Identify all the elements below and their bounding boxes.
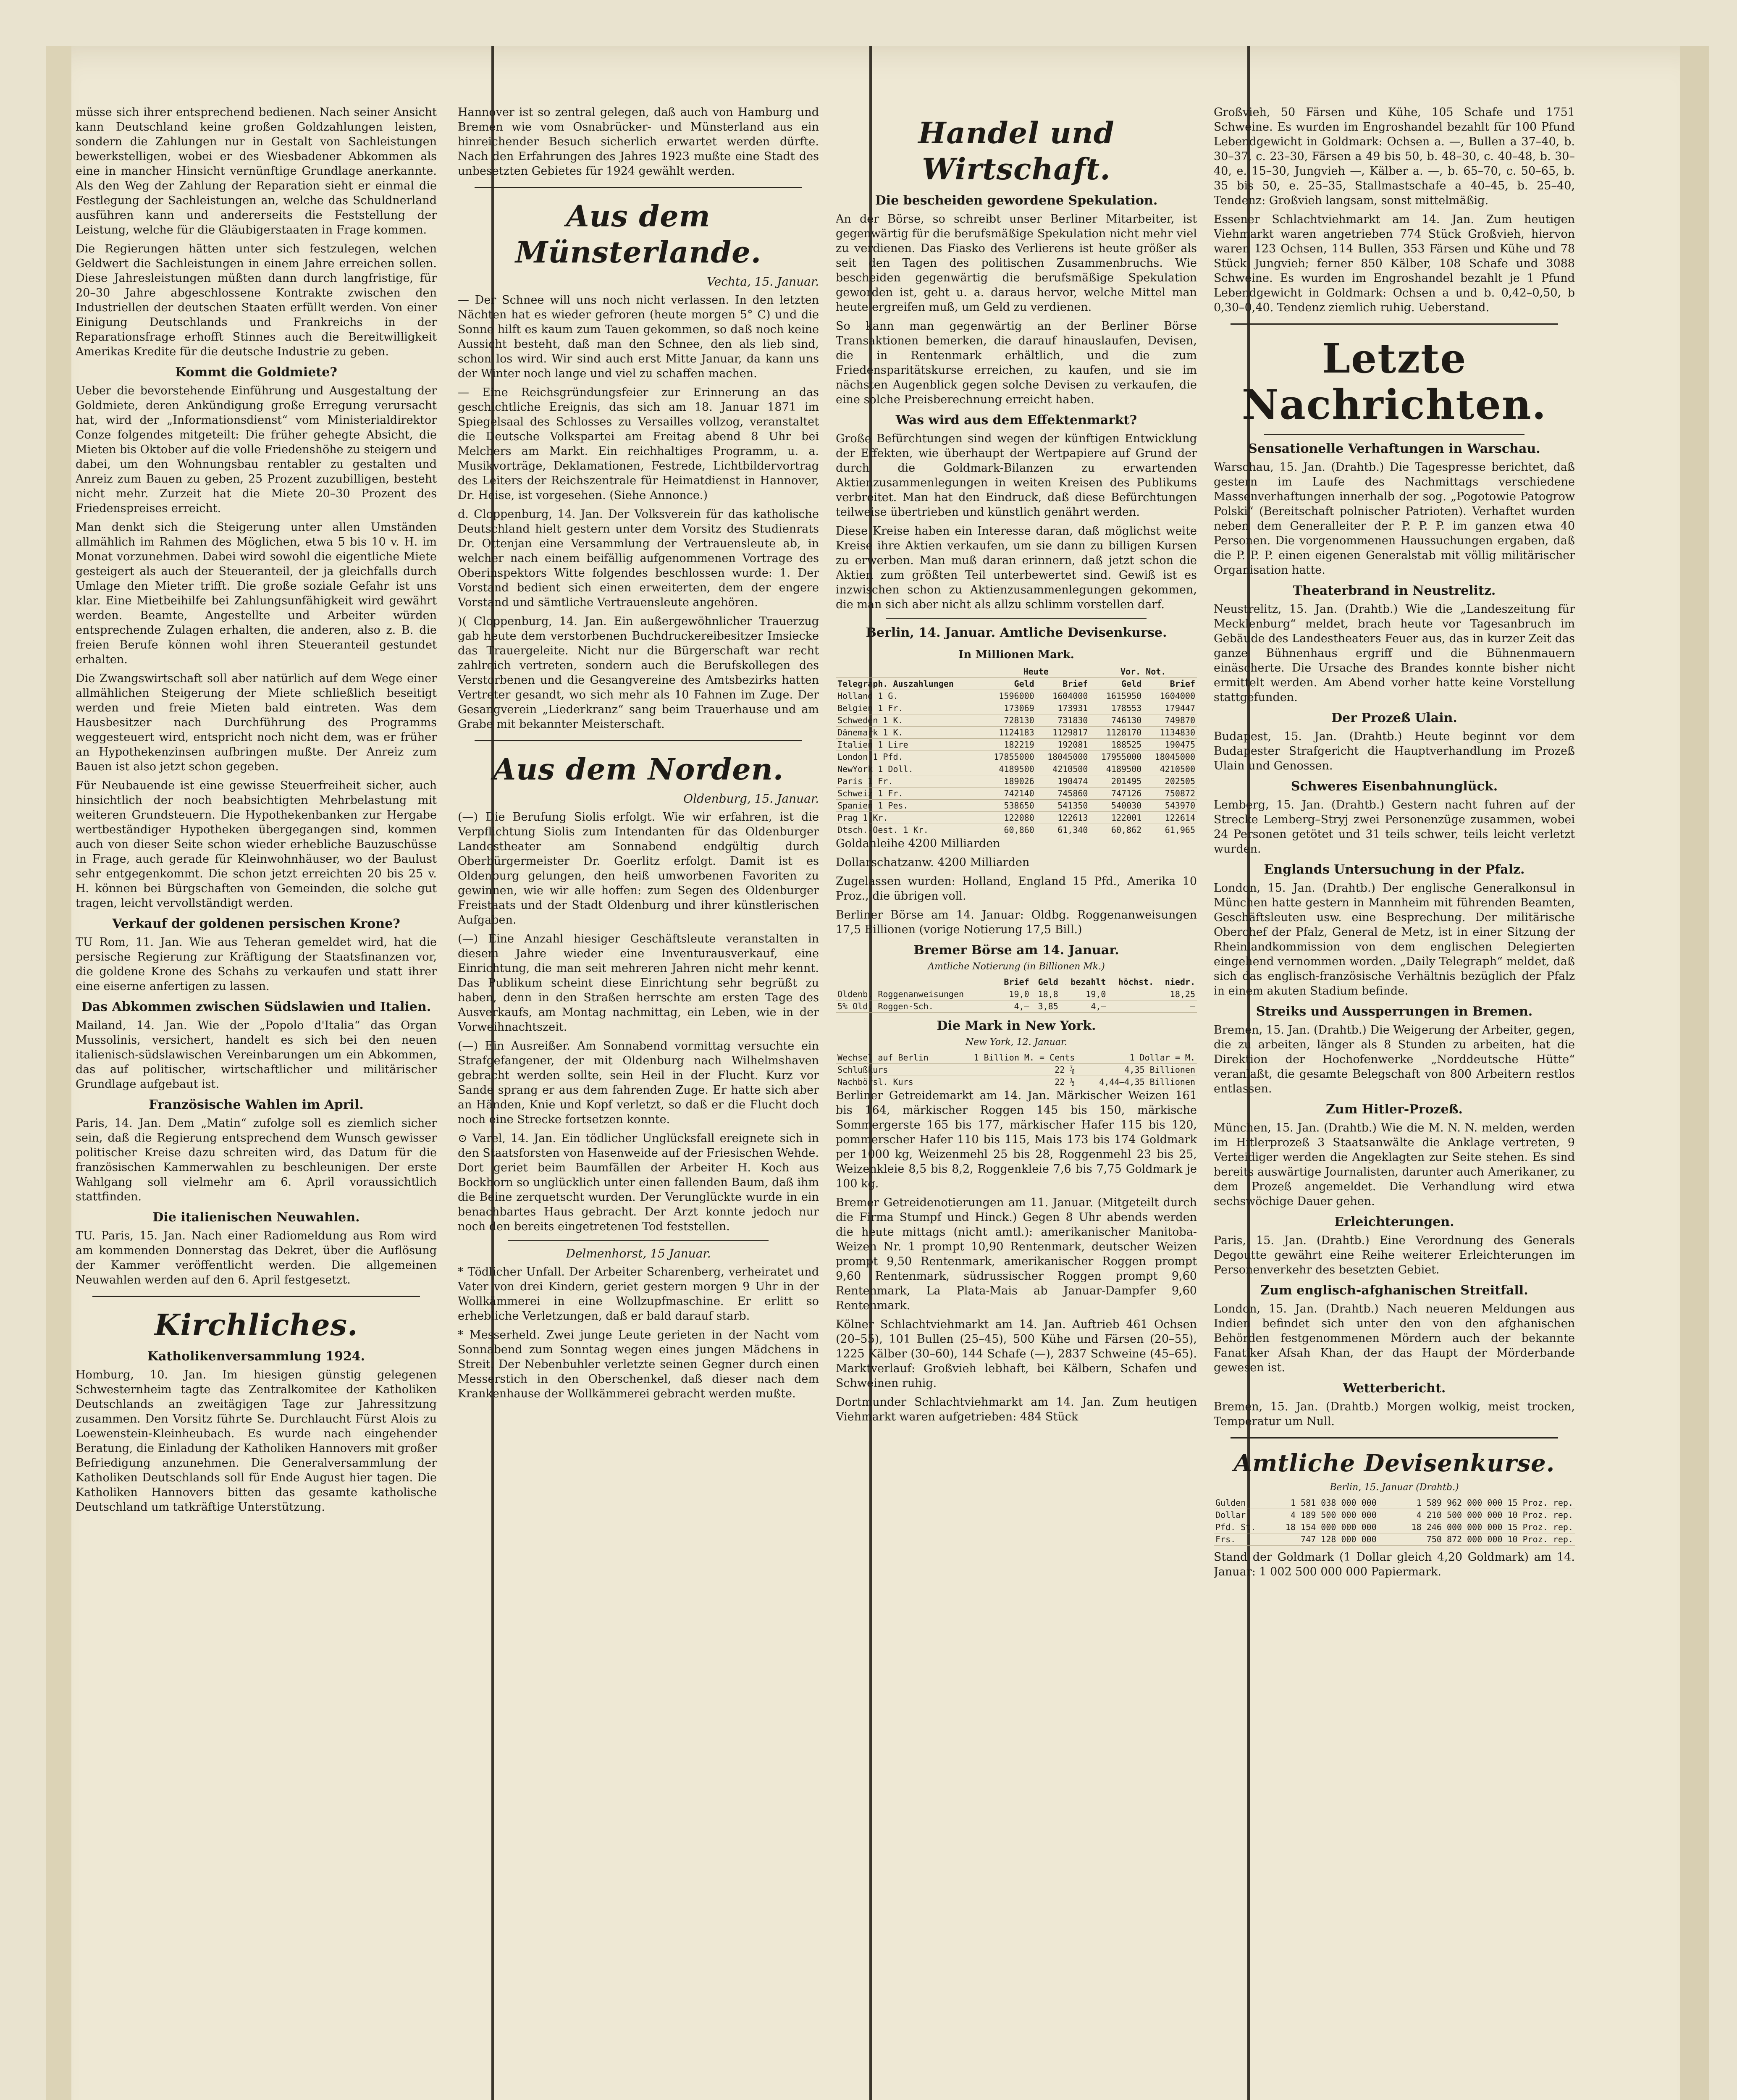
headline-effektenmarkt: Was wird aus dem Effektenmarkt? xyxy=(895,413,1137,428)
headline-england-pfalz: Englands Untersuchung in der Pfalz. xyxy=(1264,862,1525,877)
table-cell: 18 246 000 000 000 15 Proz. rep. xyxy=(1378,1521,1575,1533)
bremen-table xyxy=(836,976,1197,1013)
table-cell: 202505 xyxy=(1143,775,1197,788)
mark-table xyxy=(836,1052,1197,1088)
table-cell: Holland 1 G. xyxy=(836,690,982,702)
table-row xyxy=(836,1000,1197,1013)
devisen-subtitle: In Millionen Mark. xyxy=(958,648,1074,661)
table-cell: Dänemark 1 K. xyxy=(836,727,982,739)
table-cell: 750 872 000 000 10 Proz. rep. xyxy=(1378,1533,1575,1546)
section-rule xyxy=(1231,1437,1558,1438)
boerse-note: Berliner Börse am 14. Januar: Oldbg. Roggenanweisungen 17,5 Billionen (vorige Notierung 17,5 Bill.) xyxy=(836,908,1197,936)
table-cell: 18045000 xyxy=(1143,751,1197,763)
table-header-row xyxy=(836,976,1197,988)
article-paragraph: Paris, 14. Jan. Dem „Matin“ zufolge soll es ziemlich sicher sein, daß die Regierung entsprechend dem Wunsch gewisser politischer Kreise dazu schreiten wird, das Datum für die französischen Kammerwahlen zu beschleunigen. Der erste Wahlgang soll vielmehr am 6. April voraussichtlich stattfinden. xyxy=(76,1117,437,1203)
column-header: Brief xyxy=(1143,678,1197,690)
headline-hitler-prozess: Zum Hitler-Prozeß. xyxy=(1326,1102,1463,1117)
table-row xyxy=(836,1052,1197,1064)
table-cell: London 1 Pfd. xyxy=(836,751,982,763)
article-paragraph: Bremer Getreidenotierungen am 11. Januar. (Mitgeteilt durch die Firma Stumpf und Hinck.) Gegen 8 Uhr abends werden die heute mittags (nicht amtl.): amerikanischer Manitoba-Weizen Nr. 1 prompt 10,90 Rentenmark, deutscher Weizen prompt 9,50 Rentenmark, amerikanischer Roggen prompt 9,60 Rentenmark, südrussischer Roggen prompt 9,60 Rentenmark, La Plata-Mais ab Januar-Dampfer 9,60 Rentenmark. xyxy=(836,1196,1197,1312)
table-cell: 749870 xyxy=(1143,714,1197,727)
column-header: Brief xyxy=(1036,678,1090,690)
devisen-note: Zugelassen wurden: Holland, England 15 Pfd., Amerika 10 Proz., die übrigen voll. xyxy=(836,875,1197,903)
table-cell: 179447 xyxy=(1143,702,1197,714)
table-cell: 540030 xyxy=(1089,800,1143,812)
table-cell: 747 128 000 000 xyxy=(1266,1533,1378,1546)
table-row xyxy=(836,800,1197,812)
bremen-subtitle: Amtliche Notierung (in Billionen Mk.) xyxy=(928,961,1105,972)
goldmark-note: Stand der Goldmark (1 Dollar gleich 4,20 Goldmark) am 14. Januar: 1 002 500 000 000 Papiermark. xyxy=(1214,1551,1575,1578)
table-cell: 4189500 xyxy=(982,763,1036,775)
table-cell: 543970 xyxy=(1143,800,1197,812)
article-paragraph: Dortmunder Schlachtviehmarkt am 14. Jan. Zum heutigen Viehmarkt waren aufgetrieben: 484 Stück xyxy=(836,1396,1197,1423)
amtliche-devisen-table xyxy=(1214,1497,1575,1546)
table-row xyxy=(836,751,1197,763)
page-left-edge xyxy=(46,46,71,2100)
article-paragraph: Große Befürchtungen sind wegen der künftigen Entwicklung der Effekten, wie überhaupt der Wertpapiere auf Grund der durch die Goldmark-Bilanzen zu erwartenden Aktienzusammenlegungen in weiten Kreisen des Publikums verbreitet. Man hat den Eindruck, daß diese Befürchtungen teilweise übertrieben und künstlich genährt werden. xyxy=(836,432,1197,519)
table-cell: 747126 xyxy=(1089,788,1143,800)
table-cell: 190475 xyxy=(1143,739,1197,751)
table-cell: Belgien 1 Fr. xyxy=(836,702,982,714)
table-cell: 742140 xyxy=(982,788,1036,800)
divider xyxy=(1264,434,1524,435)
table-cell: 122080 xyxy=(982,812,1036,824)
table-cell: Schlußkurs xyxy=(836,1064,950,1076)
table-cell: 122613 xyxy=(1036,812,1090,824)
table-cell: 178553 xyxy=(1089,702,1143,714)
table-cell: 60,862 xyxy=(1089,824,1143,836)
table-cell: 4210500 xyxy=(1143,763,1197,775)
article-paragraph: (—) Die Berufung Siolis erfolgt. Wie wir erfahren, ist die Verpflichtung Siolis zum Intendanten für das Oldenburger Landestheater am Sonnabend endgültig durch Oberbürgermeister Dr. Goerlitz erfolgt. Damit ist es Oldenburg gelungen, den heiß umworbenen Favoriten zu gewinnen, wie wir alle hoffen: zum Segen des Oldenburger Freistaats und der Stadt Oldenburg und ihrer künstlerischen Aufgaben. xyxy=(458,811,819,927)
table-row xyxy=(1214,1509,1575,1521)
column-header: Telegraph. Auszahlungen xyxy=(836,678,982,690)
article-paragraph: So kann man gegenwärtig an der Berliner Börse Transaktionen bemerken, die darauf hinauslaufen, Devisen, die in Rentenmark erhältlich, und die zum Friedensparitätskurse erreichen, zu kaufen, und sie im nächsten Augenblick gegen solche Devisen zu verkaufen, die eine solche Preisberechnung erreicht haben. xyxy=(836,320,1197,406)
table-cell: 173931 xyxy=(1036,702,1090,714)
article-paragraph: (—) Eine Anzahl hiesiger Geschäftsleute veranstalten in diesem Jahre wieder eine Inventurausverkauf, eine Einrichtung, die man seit mehreren Jahren nicht mehr kennt. Das Publikum scheint diese Einrichtung sehr begrüßt zu haben, denn in den Straßen herrschte am ersten Tage des Ausverkaufs, am Montag nachmittag, ein Leben, wie in der Vorweihnachtszeit. xyxy=(458,932,819,1034)
section-rule xyxy=(475,187,802,188)
column-header: Brief xyxy=(996,976,1031,988)
table-cell: Gulden xyxy=(1214,1497,1266,1509)
table-row xyxy=(836,714,1197,727)
article-paragraph: Warschau, 15. Jan. (Drahtb.) Die Tagespresse berichtet, daß gestern im Laufe des Nachmittags verschiedene Massenverhaftungen innerhalb der sog. „Pogotowie Patogrow Polski“ (Bereitschaft polnischer Patrioten). Verhaftet wurden neben dem Generalleiter der P. P. P. im ganzen etwa 40 Personen. Die vorgenommenen Haussuchungen ergaben, daß die P. P. P. einen eigenen Generalstab mit völlig militärischer Organisation hatte. xyxy=(1214,461,1575,577)
devisen-table xyxy=(836,666,1197,836)
dateline: New York, 12. Januar. xyxy=(965,1037,1068,1047)
table-row xyxy=(836,824,1197,836)
article-paragraph: London, 15. Jan. (Drahtb.) Nach neueren Meldungen aus Indien befindet sich unter den von den afghanischen Behörden festgenommenen Mördern auch der bekannte Fanatiker Afsah Khan, der das Haupt der Mörderbande gewesen ist. xyxy=(1214,1302,1575,1374)
article-paragraph: — Eine Reichsgründungsfeier zur Erinnerung an das geschichtliche Ereignis, das sich am 18. Januar 1871 im Spiegelsaal des Schlosses zu Versailles vollzog, veranstaltet die Deutsche Volkspartei am Freitag abend 8 Uhr bei Melchers am Markt. Ein reichhaltiges Programm, u. a. Musikvorträge, Deklamationen, Festrede, Lichtbildervortrag des Leiters der Reichszentrale für Heimatdienst in Hannover, Dr. Heise, ist vorgesehen. (Siehe Annonce.) xyxy=(458,386,819,502)
headline-italien: Die italienischen Neuwahlen. xyxy=(152,1210,360,1225)
table-cell: 1134830 xyxy=(1143,727,1197,739)
table-cell: Schweden 1 K. xyxy=(836,714,982,727)
headline-warschau: Sensationelle Verhaftungen in Warschau. xyxy=(1248,441,1540,456)
article-paragraph: Für Neubauende ist eine gewisse Steuerfreiheit sicher, auch hinsichtlich der noch beabsichtigten Mehrbelastung mit weiteren Grundsteuern. Die Hypothekenbanken zur Hergabe wertbeständiger Hypotheken übergegangen sind, kommen auch von dieser Seite schon wieder erhebliche Bauzuschüsse in Frage, auch gerade für Kleinwohnhäuser, wo der Baulust sehr entgegenkommt. Die schon jetzt erreichten 20 bis 25 v. H. können bei Bürgschaften von Gemeinden, die solche gut tragen, leicht vervollständigt werden. xyxy=(76,779,437,910)
article-paragraph: London, 15. Jan. (Drahtb.) Der englische Generalkonsul in München hatte gestern in Mannheim mit führenden Beamten, Geschäftsleuten usw. eine Besprechung. Der militärische Oberchef der Pfalz, General de Metz, ist in einer Sitzung der Rheinlandkommission von dem englischen Delegierten eingehend vernommen worden. „Daily Telegraph“ meldet, daß sich das englisch-französische Verhältnis bezüglich der Pfalz in einem akuten Stadium befinde. xyxy=(1214,882,1575,998)
headline-abkommen: Das Abkommen zwischen Südslawien und Italien. xyxy=(81,1000,431,1014)
article-paragraph: TU. Paris, 15. Jan. Nach einer Radiomeldung aus Rom wird am kommenden Donnerstag das Dekret, über die Auflösung der Kammer veröffentlicht werden. Die allgemeinen Neuwahlen werden auf den 6. April festgesetzt. xyxy=(76,1229,437,1286)
article-paragraph: Hannover ist so zentral gelegen, daß auch von Hamburg und Bremen wie vom Osnabrücker- und Münsterland aus ein hinreichender Besuch sicherlich erwartet werden dürfte. Nach den Erfahrungen des Jahres 1923 mußte eine Stadt des unbesetzten Gebietes für 1924 gewählt werden. xyxy=(458,106,819,178)
article-paragraph: müsse sich ihrer entsprechend bedienen. Nach seiner Ansicht kann Deutschland keine großen Goldzahlungen leisten, sondern die Zahlungen nur in Gestalt von Sachleistungen bewerkstelligen, wobei er des Wiesbadener Abkommen als eine in mancher Hinsicht vernünftige Grundlage anerkannte. Als den Weg der Zahlung der Reparation sieht er einmal die Festlegung der Sachleistungen an, welche das Schuldnerland ausführen kann und andererseits die Feststellung der Leistung, welche für die Gläubigerstaaten in Frage kommen. xyxy=(76,106,437,236)
table-cell: 745860 xyxy=(1036,788,1090,800)
article-paragraph: TU Rom, 11. Jan. Wie aus Teheran gemeldet wird, hat die persische Regierung zur Kräftigung der Staatsfinanzen vor, die goldene Krone des Schahs zu verkaufen und statt ihrer eine eiserne anfertigen zu lassen. xyxy=(76,936,437,993)
article-paragraph: Kölner Schlachtviehmarkt am 14. Jan. Auftrieb 461 Ochsen (20–55), 101 Bullen (25–45), 500 Kühe und Färsen (20–55), 1225 Kälber (30–60), 144 Schafe (—), 2837 Schweine (45–65). Marktverlauf: Großvieh lebhaft, bei Kälbern, Schafen und Schweinen ruhig. xyxy=(836,1318,1197,1390)
table-cell: 1 589 962 000 000 15 Proz. rep. xyxy=(1378,1497,1575,1509)
article-paragraph: — Der Schnee will uns noch nicht verlassen. In den letzten Nächten hat es wieder gefroren (heute morgen 5° C) und die Sonne hilft es kaum zum Tauen gekommen, so daß noch keine Aussicht besteht, daß man den Schnee, den als lieb sind, schon los wird. Wir sind auch erst Mitte Januar, da kann uns der Winter noch lange und viel zu schaffen machen. xyxy=(458,294,819,380)
table-cell: 173069 xyxy=(982,702,1036,714)
table-cell: Prag 1 Kr. xyxy=(836,812,982,824)
article-paragraph: Budapest, 15. Jan. (Drahtb.) Heute beginnt vor dem Budapester Strafgericht die Hauptverhandlung im Prozeß Ulain und Genossen. xyxy=(1214,730,1575,772)
section-rule xyxy=(92,1296,420,1297)
article-paragraph: Diese Kreise haben ein Interesse daran, daß möglichst weite Kreise ihre Aktien verkaufen, um sie dann zu billigen Kursen zu erwerben. Man muß daran erinnern, daß jetzt schon die Aktien zum größten Teil unterbewertet sind. Gewiß ist es inzwischen schon zu Aktienzusammenlegungen gekommen, die man sich aber nicht als allzu schlimm vorstellen darf. xyxy=(836,525,1197,611)
table-row xyxy=(836,1076,1197,1088)
table-row xyxy=(836,702,1197,714)
table-cell: Spanien 1 Pes. xyxy=(836,800,982,812)
table-row xyxy=(1214,1497,1575,1509)
table-row xyxy=(836,1064,1197,1076)
table-cell: 1596000 xyxy=(982,690,1036,702)
table-cell: Dollar xyxy=(1214,1509,1266,1521)
table-cell: Schweiz 1 Fr. xyxy=(836,788,982,800)
table-cell: 728130 xyxy=(982,714,1036,727)
section-headline-letzte-nachrichten: Letzte Nachrichten. xyxy=(1241,335,1547,428)
table-header-row xyxy=(836,678,1197,690)
table-cell: Nachbörsl. Kurs xyxy=(836,1076,950,1088)
article-paragraph: Mailand, 14. Jan. Wie der „Popolo d'Italia“ das Organ Mussolinis, versichert, handelt es sich bei den neuen italienisch-südslawischen Vereinbarungen um ein Abkommen, das auf politischer, wirtschaftlicher und militärischer Grundlage aufgebaut ist. xyxy=(76,1019,437,1091)
table-row xyxy=(1214,1533,1575,1546)
table-row xyxy=(836,727,1197,739)
table-cell: 4210500 xyxy=(1036,763,1090,775)
article-paragraph: d. Cloppenburg, 14. Jan. Der Volksverein für das katholische Deutschland hielt gestern unter dem Vorsitz des Studienrats Dr. Ottenjan eine Versammlung der Vertrauensleute ab, in welcher nach einem beifällig aufgenommenen Vortrage des Oberinspektors Witte folgendes beschlossen wurde: 1. Der Vorstand bedient sich einen erweiterten, dem der engere Vorstand und sämtliche Vertrauensleute angehören. xyxy=(458,508,819,609)
article-paragraph: Bremen, 15. Jan. (Drahtb.) Morgen wolkig, meist trocken, Temperatur um Null. xyxy=(1214,1400,1575,1428)
article-paragraph: Großvieh, 50 Färsen und Kühe, 105 Schafe und 1751 Schweine. Es wurden im Engroshandel bezahlt für 100 Pfund Lebendgewicht in Goldmark: Ochsen a. —, Bullen a 37–40, b. 30–37, c. 23–30, Färsen a 49 bis 50, b. 48–30, c. 40–48, b. 30–40, e. 15–30, Jungvieh —, Kälber a. —, b. 65–70, c. 50–65, b. 35 bis 50, e. 25–35, Stallmastschafe a 40–45, b. 25–40, Tendenz: Großvieh langsam, sonst mittelmäßig. xyxy=(1214,106,1575,207)
table-cell: 61,340 xyxy=(1036,824,1090,836)
dateline: Oldenburg, 15. Januar. xyxy=(683,792,819,806)
table-cell: 731830 xyxy=(1036,714,1090,727)
devisen-title: Berlin, 14. Januar. Amtliche Devisenkurse. xyxy=(866,625,1167,640)
column-header: bezahlt xyxy=(1060,976,1108,988)
headline-mark-newyork: Die Mark in New York. xyxy=(937,1018,1096,1033)
table-cell: 18 154 000 000 000 xyxy=(1266,1521,1378,1533)
article-paragraph: Berliner Getreidemarkt am 14. Jan. Märkischer Weizen 161 bis 164, märkischer Roggen 145 bis 150, märkische Sommergerste 165 bis 177, märkischer Hafer 115 bis 120, pommerscher Hafer 110 bis 115, Mais 173 bis 174 Goldmark per 1000 kg, Weizenmehl 25 bis 28, Roggenmehl 23 bis 25, Weizenkleie 8,5 bis 8,2, Roggenkleie 7,6 bis 7,75 Goldmark je 100 kg. xyxy=(836,1089,1197,1190)
table-cell: 1615950 xyxy=(1089,690,1143,702)
article-paragraph: ⊙ Varel, 14. Jan. Ein tödlicher Unglücksfall ereignete sich in den Staatsforsten von Hasenweide auf der Friesischen Wehde. Dort geriet beim Baumfällen der Arbeiter H. Koch aus Bockhorn so unglücklich unter einen fallenden Baum, daß ihm die Beine zerquetscht wurden. Der Verunglückte wurde in ein benachbartes Haus gebracht. Der Arzt konnte jedoch nur noch den bereits eingetretenen Tod feststellen. xyxy=(458,1132,819,1233)
headline-wetterbericht: Wetterbericht. xyxy=(1343,1381,1446,1396)
bremen-title: Bremer Börse am 14. Januar. xyxy=(913,943,1119,958)
headline-katholiken: Katholikenversammlung 1924. xyxy=(147,1349,365,1364)
table-row xyxy=(1214,1521,1575,1533)
table-cell: 1604000 xyxy=(1036,690,1090,702)
article-paragraph: Man denkt sich die Steigerung unter allen Umständen allmählich im Rahmen des Möglichen, etwa 5 bis 10 v. H. im Monat vorzunehmen. Dabei wird sowohl die eigentliche Miete gesteigert als auch der Steueranteil, der ja gleichfalls durch Umlage den Mieter trifft. Die große soziale Gefahr ist uns klar. Eine Mietbeihilfe bei Zahlungsunfähigkeit wird gewährt werden. Beamte, Angestellte und Arbeiter würden entsprechende Zulagen erhalten, die anderen, also z. B. die freien Berufe können wohl ihren Steueranteil gestundet erhalten. xyxy=(76,521,437,666)
table-cell: 5% Old. Roggen-Sch. xyxy=(836,1000,996,1013)
article-paragraph: Bremen, 15. Jan. (Drahtb.) Die Weigerung der Arbeiter, gegen, die zu arbeiten, länger als 8 Stunden zu arbeiten, hat die Direktion der Hochofenwerke „Norddeutsche Hütte“ veranlaßt, die gesamte Belegschaft von 800 Arbeitern restlos entlassen. xyxy=(1214,1024,1575,1095)
column-header: Geld xyxy=(982,678,1036,690)
table-cell: Dtsch.-Oest. 1 Kr. xyxy=(836,824,982,836)
divider xyxy=(886,618,1147,619)
table-cell: 19,0 xyxy=(1060,988,1108,1000)
table-cell: 3,85 xyxy=(1031,1000,1060,1013)
section-rule xyxy=(475,740,802,741)
headline-wahlen: Französische Wahlen im April. xyxy=(149,1097,364,1112)
table-cell: Italien 1 Lire xyxy=(836,739,982,751)
table-cell: 4,— xyxy=(996,1000,1031,1013)
table-cell: 182219 xyxy=(982,739,1036,751)
column-header: Geld xyxy=(1031,976,1060,988)
devisen-extra: Dollarschatzanw. 4200 Milliarden xyxy=(836,856,1030,869)
section-headline-devisenkurse: Amtliche Devisenkurse. xyxy=(1233,1449,1555,1477)
table-cell: 1 Billion M. = Cents xyxy=(950,1052,1076,1064)
table-cell: 60,860 xyxy=(982,824,1036,836)
table-cell: 18,8 xyxy=(1031,988,1060,1000)
table-cell: Wechsel auf Berlin xyxy=(836,1052,950,1064)
column-header: niedr. xyxy=(1155,976,1197,988)
section-headline-kirchliches: Kirchliches. xyxy=(154,1307,358,1342)
table-cell: 18,25 xyxy=(1155,988,1197,1000)
table-cell: NewYork 1 Doll. xyxy=(836,763,982,775)
table-cell: 189026 xyxy=(982,775,1036,788)
table-cell: 541350 xyxy=(1036,800,1090,812)
table-cell: 18045000 xyxy=(1036,751,1090,763)
section-rule xyxy=(1231,323,1558,325)
table-cell: Pfd. St. xyxy=(1214,1521,1266,1533)
article-paragraph: An der Börse, so schreibt unser Berliner Mitarbeiter, ist gegenwärtig für die berufsmäßige Spekulation nicht mehr viel zu verdienen. Das Fiasko des Verlierens ist heute größer als seit den Tagen des politischen Zusammenbruchs. Wie bescheiden gegenwärtig die berufsmäßige Spekulation geworden ist, geht u. a. daraus hervor, welche Mittel man heute ergreifen muß, um Geld zu verdienen. xyxy=(836,213,1197,314)
article-paragraph: Neustrelitz, 15. Jan. (Drahtb.) Wie die „Landeszeitung für Mecklenburg“ meldet, brach heute vor Tagesanbruch im Gebäude des Landestheaters Feuer aus, das in kurzer Zeit das ganze Bühnenhaus ergriff und die Bühnenmauern einäscherte. Die Ursache des Brandes konnte bisher nicht ermittelt werden. Am Abend vorher hatte keine Vorstellung stattgefunden. xyxy=(1214,603,1575,704)
table-cell xyxy=(1107,1000,1155,1013)
article-paragraph: Paris, 15. Jan. (Drahtb.) Eine Verordnung des Generals Degoutte gewährt eine Reihe weiterer Erleichterungen im Personenverkehr des besetzten Gebiet. xyxy=(1214,1234,1575,1276)
article-paragraph: Ueber die bevorstehende Einführung und Ausgestaltung der Goldmiete, deren Ankündigung große Erregung verursacht hat, wird der „Informationsdienst“ vom Ministerialdirektor Conze folgendes mitgeteilt: Die früher gehegte Absicht, die Mieten bis Oktober auf die volle Friedenshöhe zu steigern und dabei, um den Wohnungsbau rentabler zu gestalten und Anreiz zum Bauen zu geben, 25 Prozent zuzubilligen, besteht nicht mehr. Zurzeit hat die Miete 20–30 Prozent des Friedenspreises erreicht. xyxy=(76,384,437,515)
dateline: Vechta, 15. Januar. xyxy=(707,275,819,289)
headline-streiks: Streiks und Aussperrungen in Bremen. xyxy=(1256,1004,1533,1019)
article-paragraph: Die Zwangswirtschaft soll aber natürlich auf dem Wege einer allmählichen Steigerung der Miete schließlich beseitigt werden und freie Mieten bald eintreten. Was dem Hausbesitzer nach Durchführung des Programms weggesteuert wird, entspricht noch nicht dem, was er früher an Hypothekenzinsen aufbringen mußte. Der Anreiz zum Bauen ist also jetzt schon gegeben. xyxy=(76,672,437,773)
table-cell: Frs. xyxy=(1214,1533,1266,1546)
section-headline-norden: Aus dem Norden. xyxy=(493,752,784,787)
headline-theaterbrand: Theaterbrand in Neustrelitz. xyxy=(1293,583,1496,598)
table-cell: Oldenb. Roggenanweisungen xyxy=(836,988,996,1000)
table-row xyxy=(836,763,1197,775)
table-cell xyxy=(1107,988,1155,1000)
table-cell: 122001 xyxy=(1089,812,1143,824)
table-cell: 4,44–4,35 Billionen xyxy=(1076,1076,1197,1088)
table-header-row xyxy=(836,666,1197,678)
column-group-heute: Heute xyxy=(982,666,1090,678)
article-paragraph: * Tödlicher Unfall. Der Arbeiter Scharenberg, verheiratet und Vater von drei Kindern, geriet gestern morgen 9 Uhr in der Wollkämmerei in eine Wollzupfmaschine. Er erlitt so erhebliche Verletzungen, daß er bald darauf starb. xyxy=(458,1265,819,1323)
headline-krone: Verkauf der goldenen persischen Krone? xyxy=(112,916,400,931)
table-row xyxy=(836,988,1197,1000)
article-paragraph: München, 15. Jan. (Drahtb.) Wie die M. N. N. melden, werden im Hitlerprozeß 3 Staatsanwälte die Anklage vertreten, 9 Verteidiger werden die Angeklagten zur Seite stehen. Es sind bereits auswärtige Journalisten, darunter auch Amerikaner, zu dem Prozeß angemeldet. Die Verhandlung wird etwa sechswöchige Dauer gehen. xyxy=(1214,1121,1575,1208)
page-right-edge xyxy=(1680,46,1709,2100)
column-2 xyxy=(458,105,819,2100)
table-cell: 1129817 xyxy=(1036,727,1090,739)
column-header: Geld xyxy=(1089,678,1143,690)
dateline: Delmenhorst, 15 Januar. xyxy=(566,1247,711,1260)
table-cell: 122614 xyxy=(1143,812,1197,824)
article-paragraph: Homburg, 10. Jan. Im hiesigen günstig gelegenen Schwesternheim tagte das Zentralkomitee der Katholiken Deutschlands an zweitägigen Tage zur Jahressitzung zusammen. Den Vorsitz führte Se. Durchlaucht Fürst Alois zu Loewenstein-Kleinheubach. Es wurde nach eingehender Beratung, die Einladung der Katholiken Hannovers mit großer Befriedigung anzunehmen. Die Generalversammlung der Katholiken Deutschlands soll für Ende August hier tagen. Die Katholiken Hannovers bitten das gesamte katholische Deutschland um tatkräftige Unterstützung. xyxy=(76,1368,437,1514)
table-cell: 4 189 500 000 000 xyxy=(1266,1509,1378,1521)
table-row xyxy=(836,812,1197,824)
article-paragraph: * Messerheld. Zwei junge Leute gerieten in der Nacht vom Sonnabend zum Sonntag wegen eines jungen Mädchens in Streit. Der Nebenbuhler verletzte seinen Gegner durch einen Messerstich in den Oberschenkel, daß dieser nach dem Krankenhause der Wollkämmerei gebracht werden mußte. xyxy=(458,1328,819,1400)
column-group-vor-not: Vor. Not. xyxy=(1089,666,1197,678)
table-cell: 188525 xyxy=(1089,739,1143,751)
article-paragraph: Essener Schlachtviehmarkt am 14. Jan. Zum heutigen Viehmarkt waren angetrieben 774 Stück Großvieh, hiervon waren 123 Ochsen, 114 Bullen, 353 Färsen und Kühe und 78 Stück Jungvieh; ferner 850 Kälber, 108 Schafe und 3088 Schweine. Es wurden im Engroshandel bezahlt je 1 Pfund Lebendgewicht in Goldmark: Ochsen a und b. 0,42–0,50, b 0,30–0,40. Tendenz ziemlich ruhig. Ueberstand. xyxy=(1214,213,1575,314)
article-paragraph: )( Cloppenburg, 14. Jan. Ein außergewöhnlicher Trauerzug gab heute dem verstorbenen Buchdruckereibesitzer Imsiecke das Trauergeleite. Nicht nur die Bürgerschaft war recht zahlreich vertreten, sondern auch die Berufskollegen des Verstorbenen und die Gesangvereine des Amtsbezirks hatten Vertreter gesandt, wo sich mehr als 10 Fahnen im Zuge. Der Gesangverein „Liederkranz“ sang beim Trauerhause und am Grabe mit bekannter Meisterschaft. xyxy=(458,615,819,731)
table-cell: 4,35 Billionen xyxy=(1076,1064,1197,1076)
column-4 xyxy=(1214,105,1575,2100)
table-row xyxy=(836,788,1197,800)
table-cell: 17855000 xyxy=(982,751,1036,763)
table-row xyxy=(836,775,1197,788)
column-header: höchst. xyxy=(1107,976,1155,988)
table-cell: 1 Dollar = M. xyxy=(1076,1052,1197,1064)
headline-eisenbahn: Schweres Eisenbahnunglück. xyxy=(1291,779,1498,794)
headline-ulain: Der Prozeß Ulain. xyxy=(1331,711,1457,725)
table-cell: Paris 1 Fr. xyxy=(836,775,982,788)
article-paragraph: (—) Ein Ausreißer. Am Sonnabend vormittag versuchte ein Strafgefangener, der mit Oldenburg nach Wilhelmshaven gebracht werden sollte, sein Heil in der Flucht. Kurz vor Sande sprang er aus dem fahrenden Zuge. Er hatte sich aber an Händen, Knie und Kopf verletzt, so daß er die Flucht doch noch eine Strecke fortsetzen konnte. xyxy=(458,1040,819,1126)
table-row xyxy=(836,690,1197,702)
table-cell: 538650 xyxy=(982,800,1036,812)
column-3 xyxy=(836,105,1197,2100)
table-cell: 22 ⅞ xyxy=(950,1064,1076,1076)
table-cell: 19,0 xyxy=(996,988,1031,1000)
table-cell: 746130 xyxy=(1089,714,1143,727)
devisen-extra: Goldanleihe 4200 Milliarden xyxy=(836,837,1000,850)
table-cell: 22 ½ xyxy=(950,1076,1076,1088)
table-cell: 201495 xyxy=(1089,775,1143,788)
headline-goldmiete: Kommt die Goldmiete? xyxy=(175,365,337,380)
table-cell: 1 581 038 000 000 xyxy=(1266,1497,1378,1509)
headline-erleichterungen: Erleichterungen. xyxy=(1334,1215,1454,1229)
article-paragraph: Die Regierungen hätten unter sich festzulegen, welchen Geldwert die Sachleistungen in einem Jahre erreichen sollen. Diese Jahresleistungen müßten dann durch langfristige, für 20–30 Jahre abgeschlossene Kontrakte zwischen den Industriellen der deutschen Staaten erfüllt werden. Von einer Einigung Deutschlands und Frankreichs in der Reparationsfrage erhofft Stinnes auch die Bereitwilligkeit Amerikas Kredite für die deutsche Industrie zu geben. xyxy=(76,242,437,358)
table-cell: 4 210 500 000 000 10 Proz. rep. xyxy=(1378,1509,1575,1521)
table-cell: 61,965 xyxy=(1143,824,1197,836)
table-cell: 4189500 xyxy=(1089,763,1143,775)
section-headline-handel: Handel und Wirtschaft. xyxy=(918,116,1115,186)
divider xyxy=(508,1240,769,1241)
section-headline-muensterlande: Aus dem Münsterlande. xyxy=(515,199,762,270)
dateline: Berlin, 15. Januar (Drahtb.) xyxy=(1330,1482,1459,1493)
column-header xyxy=(836,976,996,988)
table-cell: 1604000 xyxy=(1143,690,1197,702)
column-1 xyxy=(76,105,437,2100)
table-cell: — xyxy=(1155,1000,1197,1013)
table-cell: 1128170 xyxy=(1089,727,1143,739)
table-cell: 750872 xyxy=(1143,788,1197,800)
table-row xyxy=(836,739,1197,751)
headline-afghanistan: Zum englisch-afghanischen Streitfall. xyxy=(1260,1283,1528,1298)
headline-spekulation: Die bescheiden gewordene Spekulation. xyxy=(875,193,1158,208)
table-cell: 17955000 xyxy=(1089,751,1143,763)
table-cell: 1124183 xyxy=(982,727,1036,739)
table-cell: 4,— xyxy=(1060,1000,1108,1013)
article-paragraph: Lemberg, 15. Jan. (Drahtb.) Gestern nacht fuhren auf der Strecke Lemberg–Stryj zwei Personenzüge zusammen, wobei 24 Personen getötet und 31 teils schwer, teils leicht verletzt wurden. xyxy=(1214,798,1575,856)
table-cell: 190474 xyxy=(1036,775,1090,788)
table-cell: 192081 xyxy=(1036,739,1090,751)
